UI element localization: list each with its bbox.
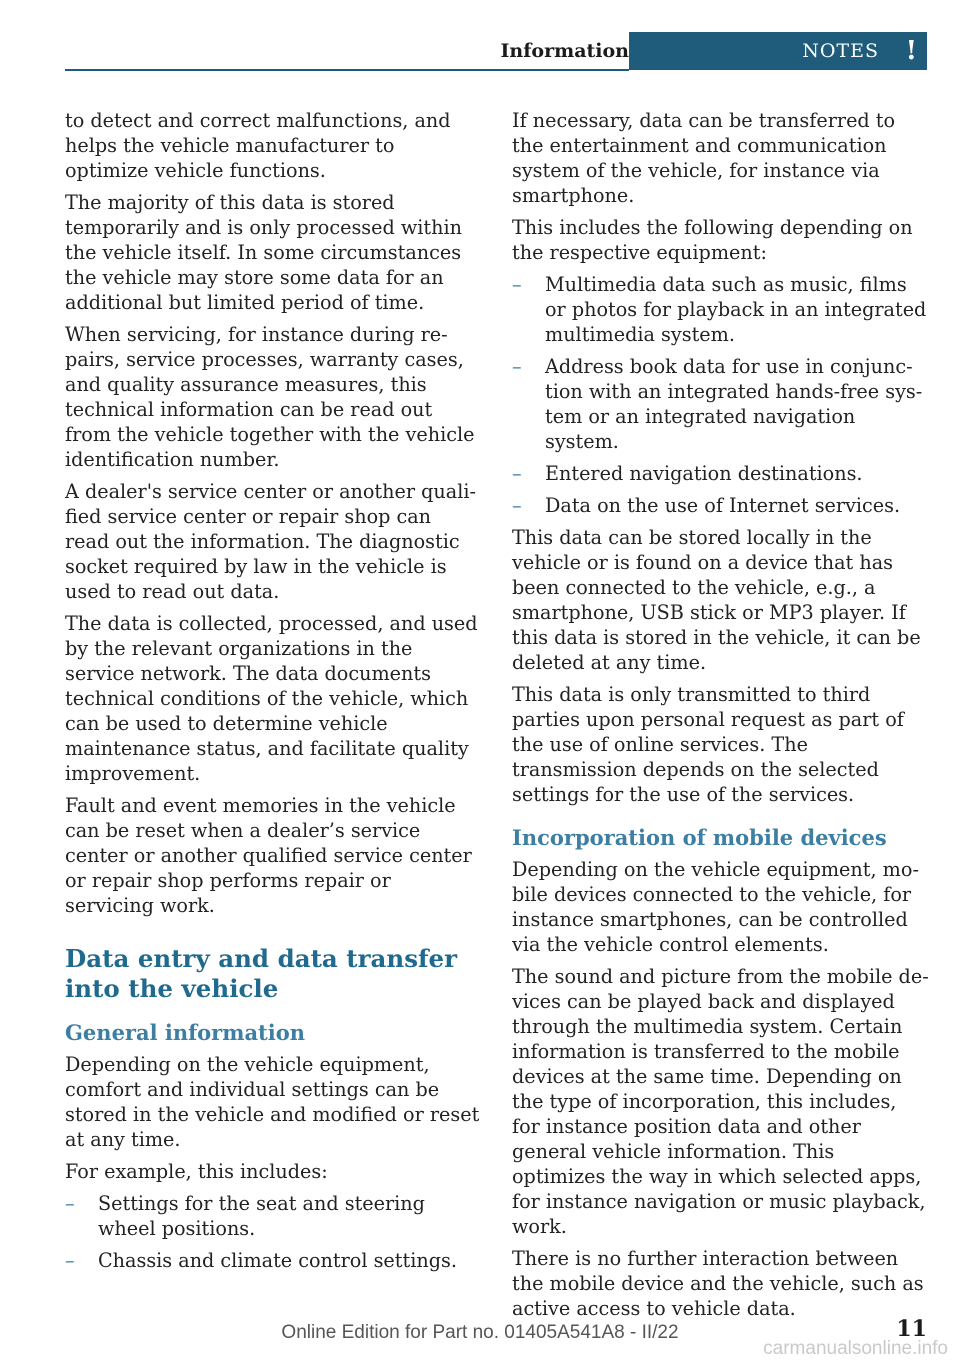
paragraph: There is no further interaction between the mobile device and the vehicle, such as active access to vehicle data. <box>512 1247 924 1320</box>
dash-bullet-icon: – <box>512 494 522 517</box>
dash-bullet-icon: – <box>65 1249 75 1272</box>
paragraph: If necessary, data can be transferred to the entertainment and communication system of the vehicle, for instance via smartphone. <box>512 109 896 207</box>
list-item <box>65 1248 481 1273</box>
list-item-text: Chassis and climate control settings. <box>98 1249 457 1272</box>
page-number: 11 <box>896 1316 927 1342</box>
section-heading-data-entry: Data entry and data transfer into the vehicle <box>65 944 458 1003</box>
list-item <box>65 1191 481 1241</box>
paragraph: When servicing, for instance during repairs, service processes, warranty cases, and quality assurance measures, this technical information can be read out from the vehicle together with the vehicle identification number. <box>65 323 475 471</box>
list-item-text: Data on the use of Internet services. <box>545 494 901 517</box>
paragraph: This includes the following depending on the respective equipment: <box>512 216 913 264</box>
paragraph: The data is collected, processed, and used by the relevant organizations in the service network. The data documents technical conditions of the vehicle, which can be used to determine vehicle maintenance status, and facilitate quality improvement. <box>65 612 478 785</box>
subsection-heading-mobile-devices: Incorporation of mobile devices <box>512 825 887 850</box>
bullet-list <box>65 1191 481 1273</box>
paragraph: Depending on the vehicle equipment, comfort and individual settings can be stored in the vehicle and modified or reset at any time. <box>65 1053 480 1151</box>
dash-bullet-icon: – <box>512 462 522 485</box>
list-item-text: Entered navigation destinations. <box>545 462 863 485</box>
paragraph: A dealer's service center or another qualified service center or repair shop can read out the information. The diagnostic socket required by law in the vehicle is used to read out data. <box>65 480 476 603</box>
subsection-heading-general-information: General information <box>65 1020 306 1045</box>
paragraph: For example, this includes: <box>65 1160 328 1183</box>
list-item-text: Settings for the seat and steering wheel positions. <box>98 1192 425 1240</box>
list-item <box>512 461 930 486</box>
list-item-text: Address book data for use in conjunction with an integrated hands-free system or an integrated navigation system. <box>545 355 923 453</box>
dash-bullet-icon: – <box>512 355 522 378</box>
paragraph: Depending on the vehicle equipment, mobile devices connected to the vehicle, for instance smartphones, can be controlled via the vehicle control elements. <box>512 858 919 956</box>
list-item <box>512 354 930 454</box>
header-tab-label: NOTES <box>802 40 879 62</box>
footer-edition-text: Online Edition for Part no. 01405A541A8 - II/22 <box>281 1322 679 1343</box>
list-item-text: Multimedia data such as music, films or photos for playback in an integrated multimedia system. <box>545 273 927 346</box>
list-item <box>512 272 930 347</box>
bullet-list <box>512 272 930 518</box>
page-header <box>65 32 927 70</box>
header-section-title: Information <box>500 40 629 62</box>
paragraph: This data can be stored locally in the vehicle or is found on a device that has been connected to the vehicle, e.g., a smartphone, USB stick or MP3 player. If this data is stored in the vehicle, it can be deleted at any time. <box>512 526 921 674</box>
header-notes-tab <box>629 32 927 70</box>
paragraph: The sound and picture from the mobile devices can be played back and displayed through the multimedia system. Certain information is transferred to the mobile devices at the same time. Depending on the type of incorporation, this includes, for instance position data and other general vehicle information. This optimizes the way in which selected apps, for instance navigation or music playback, work. <box>512 965 929 1238</box>
paragraph: Fault and event memories in the vehicle can be reset when a dealer’s service center or another qualified service center or repair shop performs repair or servicing work. <box>65 794 472 917</box>
exclamation-icon: ! <box>905 36 917 66</box>
left-column <box>65 108 481 1280</box>
dash-bullet-icon: – <box>65 1192 75 1215</box>
paragraph: The majority of this data is stored temporarily and is only processed within the vehicle itself. In some circumstances the vehicle may store some data for an additional but limited period of time. <box>65 191 462 314</box>
right-column <box>512 108 930 1328</box>
list-item <box>512 493 930 518</box>
dash-bullet-icon: – <box>512 273 522 296</box>
watermark-text: carmanualsonline.info <box>763 1338 948 1359</box>
paragraph: to detect and correct malfunctions, and helps the vehicle manufacturer to optimize vehicle functions. <box>65 109 451 182</box>
paragraph: This data is only transmitted to third parties upon personal request as part of the use of online services. The transmission depends on the selected settings for the use of the services. <box>512 683 904 806</box>
